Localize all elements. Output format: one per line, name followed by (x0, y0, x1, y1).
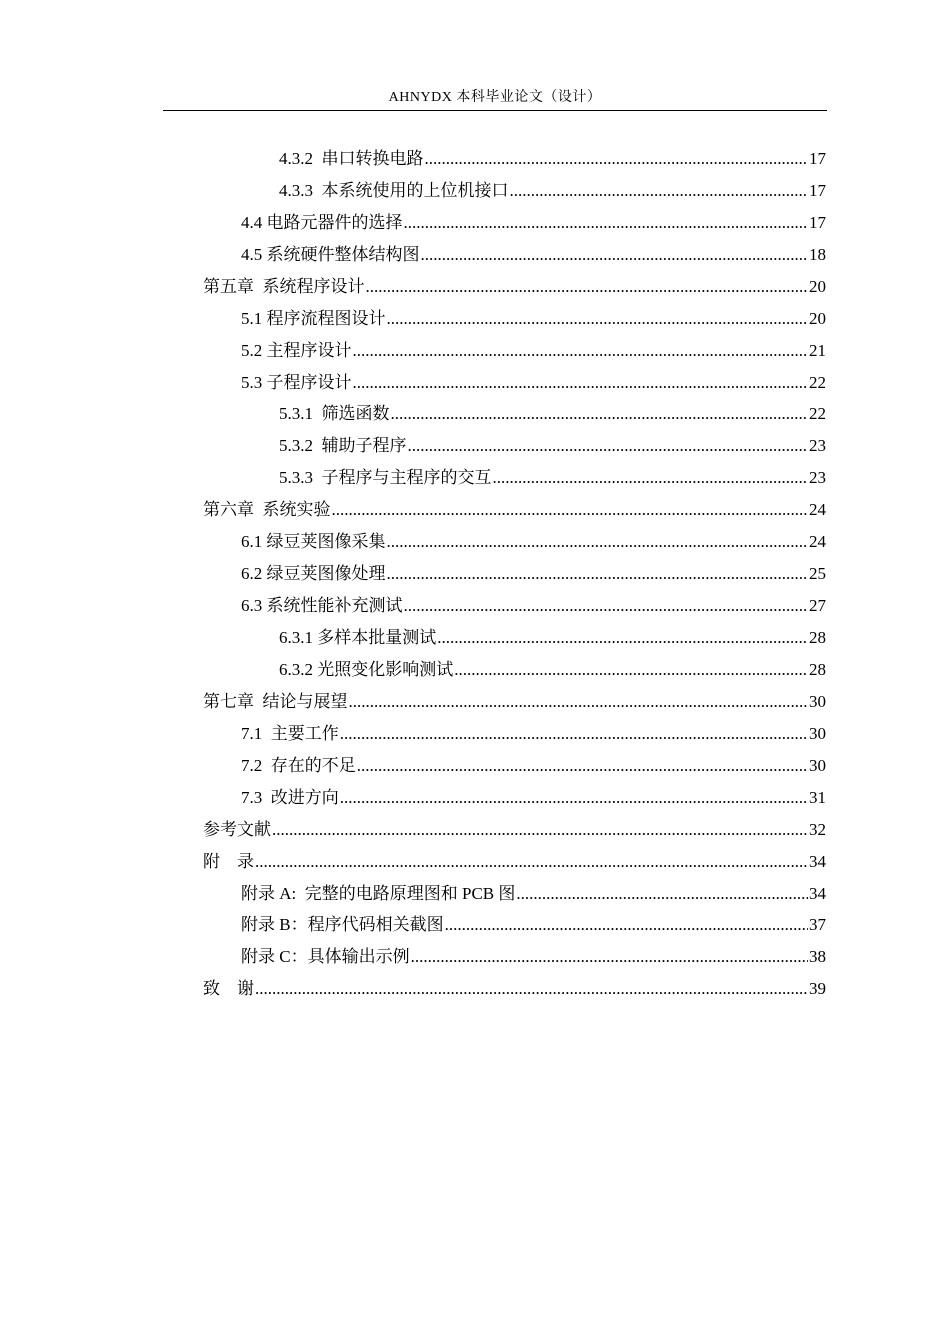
toc-dot-leader (404, 212, 809, 234)
toc-entry-page-number: 20 (809, 276, 826, 296)
toc-entry-page-number: 18 (809, 244, 826, 264)
toc-entry[interactable] (0, 841, 826, 873)
toc-entry-title: 6.3.2 光照变化影响测试 (279, 659, 454, 679)
toc-entry-page-number: 24 (809, 500, 826, 520)
toc-entry[interactable] (0, 457, 826, 489)
toc-dot-leader (387, 308, 809, 330)
toc-dot-leader (255, 851, 808, 873)
toc-entry-page-number: 31 (809, 787, 826, 807)
toc-entry[interactable] (0, 394, 826, 426)
toc-entry-title: 第五章 系统程序设计 (203, 276, 365, 296)
header-title: AHNYDX 本科毕业论文（设计） (388, 90, 602, 105)
toc-entry-page-number: 28 (809, 628, 826, 647)
toc-entry-page-number: 30 (809, 723, 826, 743)
toc-entry-title: 7.1 主要工作 (241, 723, 339, 743)
toc-entry[interactable] (0, 298, 826, 330)
toc-entry[interactable] (0, 809, 826, 841)
toc-entry[interactable] (0, 968, 826, 1000)
toc-entry[interactable] (0, 681, 826, 713)
toc-entry-page-number: 37 (809, 915, 826, 935)
toc-dot-leader (391, 403, 809, 425)
toc-entry-page-number: 20 (809, 308, 826, 328)
toc-dot-leader (425, 148, 809, 170)
toc-dot-leader (445, 914, 808, 936)
toc-entry-title: 6.3 系统性能补充测试 (241, 596, 403, 616)
toc-entry-title: 4.5 系统硬件整体结构图 (241, 244, 420, 264)
toc-dot-leader (493, 467, 809, 489)
toc-entry[interactable] (0, 489, 826, 521)
toc-entry-page-number: 25 (809, 564, 826, 584)
toc-dot-leader (421, 244, 809, 266)
toc-entry-page-number: 30 (809, 755, 826, 775)
toc-entry-page-number: 17 (809, 212, 826, 232)
toc-entry-page-number: 23 (809, 468, 826, 488)
toc-entry[interactable] (0, 905, 826, 937)
page-header (163, 86, 827, 106)
toc-entry[interactable] (0, 202, 826, 234)
toc-entry-title: 4.4 电路元器件的选择 (241, 212, 403, 232)
toc-entry-page-number: 22 (809, 372, 826, 392)
toc-dot-leader (332, 499, 809, 521)
toc-dot-leader (411, 946, 808, 968)
toc-entry-page-number: 22 (809, 404, 826, 424)
toc-entry[interactable] (0, 713, 826, 745)
toc-entry-page-number: 32 (809, 819, 826, 839)
toc-dot-leader (340, 787, 808, 809)
toc-entry[interactable] (0, 553, 826, 585)
toc-entry-title: 6.1 绿豆荚图像采集 (241, 532, 386, 552)
toc-entry[interactable] (0, 330, 826, 362)
toc-entry-page-number: 21 (809, 340, 826, 360)
toc-entry-title: 5.1 程序流程图设计 (241, 308, 386, 328)
toc-dot-leader (404, 595, 809, 617)
toc-entry-page-number: 34 (809, 851, 826, 871)
toc-entry[interactable] (0, 521, 826, 553)
toc-entry-page-number: 34 (809, 883, 826, 903)
toc-entry-page-number: 24 (809, 532, 826, 552)
toc-entry-title: 4.3.3 本系统使用的上位机接口 (279, 180, 509, 200)
toc-entry[interactable] (0, 873, 826, 905)
toc-entry-page-number: 23 (809, 436, 826, 456)
toc-entry-title: 5.3.1 筛选函数 (279, 404, 390, 424)
toc-entry-title: 第六章 系统实验 (203, 500, 331, 520)
toc-dot-leader (510, 180, 809, 202)
toc-entry[interactable] (0, 425, 826, 457)
toc-entry-title: 附录 B：程序代码相关截图 (241, 915, 444, 935)
toc-entry[interactable] (0, 138, 826, 170)
header-divider (163, 110, 827, 111)
toc-dot-leader (349, 691, 809, 713)
toc-dot-leader (255, 978, 808, 1000)
toc-entry-title: 附 录 (203, 851, 254, 871)
toc-entry-title: 第七章 结论与展望 (203, 691, 348, 711)
toc-entry-title: 6.3.1 多样本批量测试 (279, 628, 437, 647)
toc-entry-title: 7.3 改进方向 (241, 787, 339, 807)
toc-entry[interactable] (0, 362, 826, 394)
toc-dot-leader (340, 723, 808, 745)
toc-entry-page-number: 39 (809, 979, 826, 999)
toc-entry[interactable] (0, 234, 826, 266)
toc-entry[interactable] (0, 649, 826, 681)
toc-dot-leader (366, 276, 809, 298)
toc-dot-leader (437, 627, 808, 649)
toc-dot-leader (387, 563, 809, 585)
toc-entry-title: 5.3.3 子程序与主程序的交互 (279, 468, 492, 488)
toc-dot-leader (454, 659, 808, 681)
toc-entry[interactable] (0, 617, 826, 649)
toc-entry-title: 5.3 子程序设计 (241, 372, 352, 392)
toc-entry[interactable] (0, 777, 826, 809)
toc-dot-leader (357, 755, 808, 777)
toc-entry[interactable] (0, 936, 826, 968)
toc-entry[interactable] (0, 745, 826, 777)
toc-dot-leader (353, 372, 809, 394)
toc-entry-title: 致 谢 (203, 979, 254, 999)
toc-entry-page-number: 30 (809, 691, 826, 711)
toc-dot-leader (353, 340, 809, 362)
toc-entry-title: 参考文献 (203, 819, 271, 839)
toc-entry[interactable] (0, 585, 826, 617)
toc-dot-leader (516, 883, 808, 905)
toc-entry-page-number: 27 (809, 596, 826, 616)
toc-entry-page-number: 38 (809, 947, 826, 967)
toc-entry-page-number: 17 (809, 148, 826, 168)
toc-entry-title: 7.2 存在的不足 (241, 755, 356, 775)
toc-entry-title: 6.2 绿豆荚图像处理 (241, 564, 386, 584)
toc-entry-page-number: 17 (809, 180, 826, 200)
toc-entry[interactable] (0, 170, 826, 202)
toc-entry-title: 5.3.2 辅助子程序 (279, 436, 407, 456)
toc-entry-title: 4.3.2 串口转换电路 (279, 148, 424, 168)
toc-dot-leader (408, 435, 809, 457)
toc-entry-title: 附录 C：具体输出示例 (241, 947, 410, 967)
table-of-contents (0, 138, 950, 1000)
toc-entry-title: 附录 A: 完整的电路原理图和 PCB 图 (241, 883, 516, 903)
toc-entry[interactable] (0, 266, 826, 298)
toc-dot-leader (272, 819, 808, 841)
toc-entry-title: 5.2 主程序设计 (241, 340, 352, 360)
toc-dot-leader (387, 531, 809, 553)
toc-entry-page-number: 28 (809, 659, 826, 679)
